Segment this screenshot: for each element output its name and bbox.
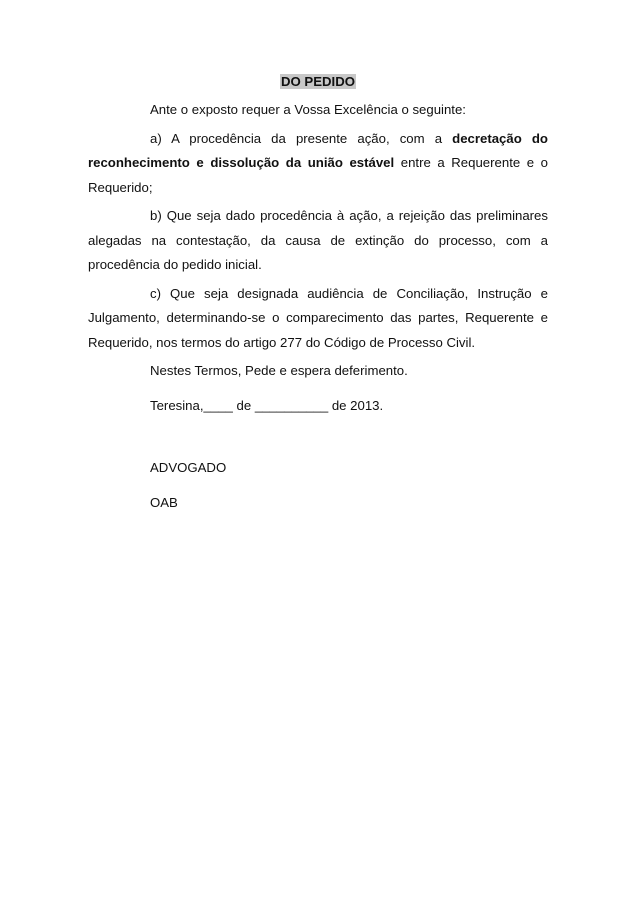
item-a-suffix: entre a Requerente e o Requerido; (88, 155, 548, 195)
document-body (88, 70, 548, 525)
item-b-paragraph: b) Que seja dado procedência à ação, a rejeição das preliminares alegadas na contestação, da causa de extinção do processo, com a procedência do pedido inicial. (88, 208, 548, 272)
section-title (88, 70, 548, 94)
section-title-text: DO PEDIDO (280, 74, 355, 89)
spacer (88, 428, 548, 456)
closing-text: Nestes Termos, Pede e espera deferimento. (150, 363, 408, 378)
item-a-paragraph (88, 127, 548, 201)
item-c-paragraph: c) Que seja designada audiência de Conciliação, Instrução e Julgamento, determinando-se o comparecimento das partes, Requerente e Requerido, nos termos do artigo 277 do Código de Processo Civil. (88, 285, 548, 350)
signature-registry: OAB (150, 494, 178, 510)
item-a-prefix: a) A procedência da presente ação, com a (150, 130, 453, 146)
item-a-bold: decretação do reconhecimento e dissolução da união estável (88, 130, 548, 170)
signature-name: ADVOGADO (150, 460, 227, 475)
place-date-text: Teresina,____ de __________ de 2013. (150, 397, 384, 413)
intro-paragraph: Ante o exposto requer a Vossa Excelência o seguinte: (150, 102, 466, 117)
